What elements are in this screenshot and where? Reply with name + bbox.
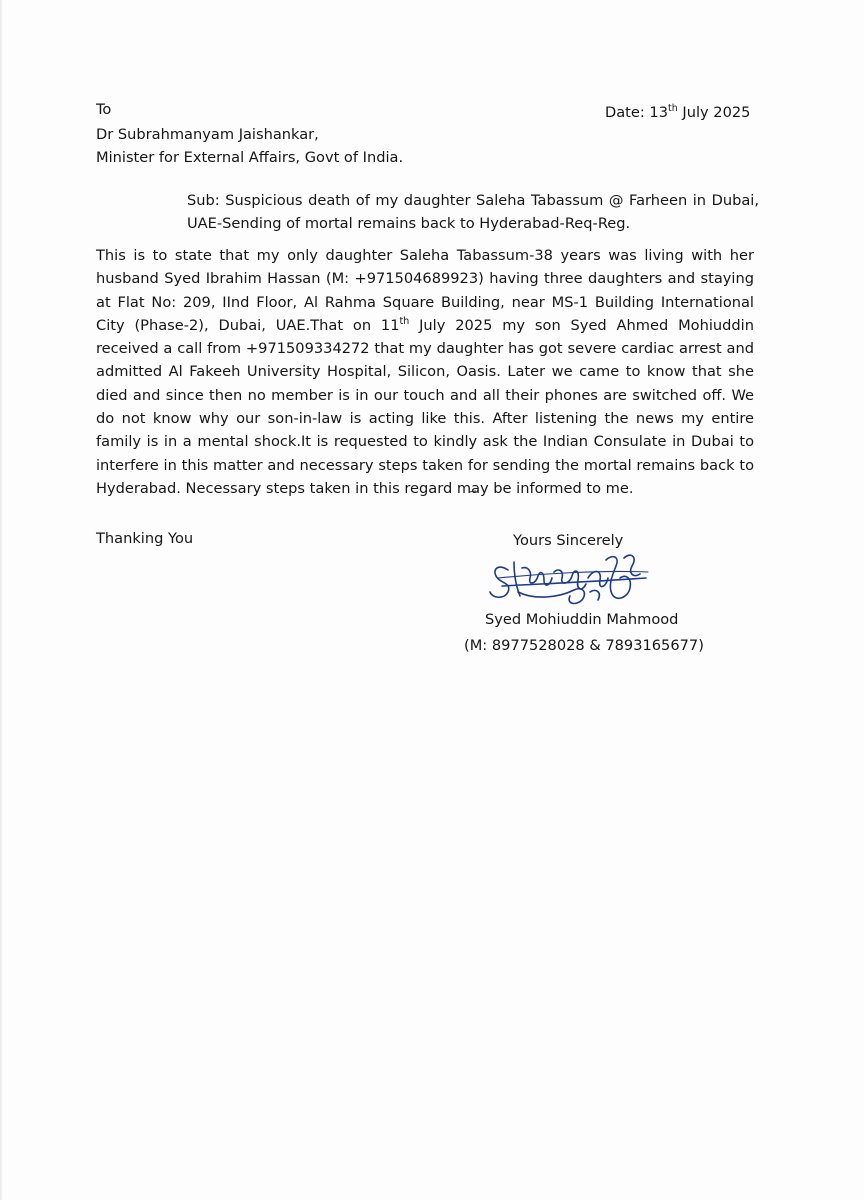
subject-line: Sub: Suspicious death of my daughter Saleha Tabassum @ Farheen in Dubai, UAE-Sending of mortal remains back to Hyderabad-Req-Reg. <box>187 192 759 233</box>
to-label: To <box>96 101 112 118</box>
date-rest: July 2025 <box>677 104 751 121</box>
date-prefix: Date: 13 <box>605 104 669 121</box>
closing-yours-sincerely: Yours Sincerely <box>513 532 624 549</box>
recipient-designation: Minister for External Affairs, Govt of India. <box>96 149 404 167</box>
recipient-name: Dr Subrahmanyam Jaishankar, <box>96 126 319 143</box>
date-suffix: th <box>668 103 678 115</box>
handwritten-signature <box>478 548 656 610</box>
scan-edge-shadow <box>0 0 3 1200</box>
signer-name: Syed Mohiuddin Mahmood <box>485 611 679 628</box>
letter-date <box>605 101 750 124</box>
signer-phones: (M: 8977528028 & 7893165677) <box>464 637 704 654</box>
letter-body <box>96 244 754 500</box>
body-paragraph <box>96 244 754 500</box>
closing-thanks: Thanking You <box>96 530 194 547</box>
recipient-block <box>96 123 403 170</box>
body-part-2: July 2025 my son Syed Ahmed Mohiuddin received a call from +971509334272 that my daughter has got severe cardiac arrest and admitted Al Fakeeh University Hospital, Silicon, Oasis. Later we came to know that she died and since then no member is in our touch and all their phones are switched off. We do not know why our son-in-law is acting like this. After listening the news my entire family is in a mental shock.It is requested to kindly ask the Indian Consulate in Dubai to interfere in this matter and necessary steps taken for sending the mortal remains back to Hyderabad. Necessary steps taken in this regard may be informed to me. <box>96 316 754 497</box>
body-part-1: This is to state that my only daughter Saleha Tabassum-38 years was living with her husband Syed Ibrahim Hassan (M: +971504689923) having three daughters and staying at Flat No: 209, IInd Floor, Al Rahma Square Building, near MS-1 Building International City (Phase-2), Dubai, UAE.That on 11 <box>96 247 754 334</box>
stray-ink-mark <box>468 490 478 493</box>
body-superscript: th <box>399 316 410 328</box>
